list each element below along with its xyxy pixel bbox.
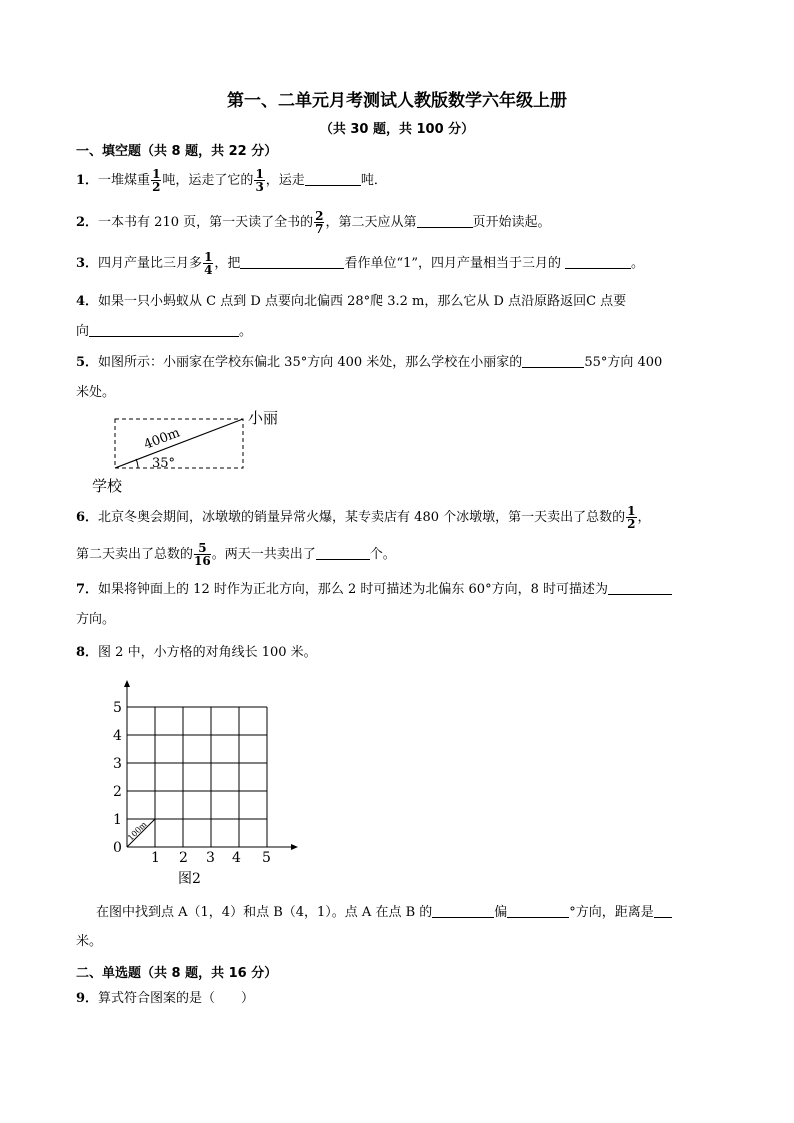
question-8 [76,643,317,663]
question-4-line2 [76,322,252,342]
answer-blank[interactable] [316,545,370,560]
label-xiaoli: 小丽 [248,409,279,427]
question-1 [76,168,387,193]
question-text: 吨，运走了它的 [162,173,254,188]
question-2 [76,210,551,235]
question-5 [76,353,662,373]
question-number: 1． [76,173,99,188]
answer-blank[interactable] [654,903,672,918]
label-distance: 400m [142,425,183,453]
question-text: 55°方向 400 [584,355,663,370]
question-text: 算式符合图案的是（ ） [98,991,255,1006]
x-tick-labels [151,850,271,866]
question-number: 7． [76,582,99,597]
fraction: $\frac{1}{2}$ [627,504,636,531]
y-tick-label: 4 [113,728,122,744]
y-tick-label: 0 [113,840,122,856]
question-number: 9． [76,991,99,1006]
answer-blank[interactable] [240,254,344,269]
question-text: °方向，距离是 [569,905,654,920]
fraction: $\frac{1}{4}$ [204,250,213,277]
page-subtitle: （共 30 题，共 100 分） [319,122,475,137]
question-8-subquestion-line2 [76,932,102,952]
question-text: 一堆煤重 [98,173,151,188]
question-6 [76,505,651,530]
section-heading-fill-in: 一、填空题（共 8 题，共 22 分） [76,144,278,159]
y-tick-label: 2 [113,784,122,800]
label-angle: 35° [152,456,176,471]
question-6-line2 [76,542,396,567]
question-4 [76,292,626,312]
label-school: 学校 [92,477,123,495]
question-text: 看作单位“1”，四月产量相当于三月的 [344,256,562,271]
answer-blank[interactable] [417,213,473,228]
x-tick-label: 4 [232,850,241,866]
question-text: 方向。 [76,612,116,627]
question-number: 2． [76,215,99,230]
angle-arc [136,459,138,468]
coordinate-grid-figure [105,675,305,890]
question-text: ，第二天应从第 [325,215,417,230]
x-tick-label: 2 [179,850,188,866]
section-heading-single-choice: 二、单选题（共 8 题，共 16 分） [76,966,278,981]
question-text: 北京冬奥会期间，冰墩墩的销量异常火爆，某专卖店有 480 个冰墩墩，第一天卖出了总数的 [98,510,626,525]
question-text: 。两天一共卖出了 [211,547,316,562]
question-text: 如图所示：小丽家在学校东偏北 35°方向 400 米处，那么学校在小丽家的 [98,355,523,370]
question-text: 。 [239,324,253,339]
question-text: 如果将钟面上的 12 时作为正北方向，那么 2 时可描述为北偏东 60°方向，8 时可描述为 [98,582,608,597]
fraction: $\frac{5}{16}$ [194,541,211,568]
answer-blank[interactable] [89,322,239,337]
question-text: 米。 [76,934,103,949]
answer-blank[interactable] [507,903,569,918]
y-tick-label: 5 [113,700,122,716]
question-text: 一本书有 210 页，第一天读了全书的 [98,215,314,230]
question-9 [76,989,254,1009]
answer-blank[interactable] [305,171,361,186]
direction-line [115,419,243,468]
question-5-line2 [76,383,115,403]
y-tick-label: 3 [113,756,122,772]
question-text: 。 [631,256,645,271]
answer-blank[interactable] [522,353,584,368]
question-7 [76,580,672,600]
page-title: 第一、二单元月考测试人教版数学六年级上册 [227,91,567,111]
question-8-subquestion [96,903,672,923]
question-text: ， [637,510,651,525]
question-7-line2 [76,610,115,630]
y-tick-label: 1 [113,812,122,828]
question-text: 页开始读起。 [472,215,551,230]
question-text: 四月产量比三月多 [98,256,203,271]
question-text: 如果一只小蚂蚁从 C 点到 D 点要向北偏西 28°爬 3.2 m，那么它从 D 点沿原路返回C 点要 [98,294,627,309]
figure-caption: 图2 [178,871,201,887]
diagonal-label: 100m [126,819,149,843]
question-number: 3． [76,256,99,271]
question-text: 第二天卖出了总数的 [76,547,194,562]
fraction: $\frac{2}{7}$ [315,209,324,236]
x-tick-label: 3 [206,850,215,866]
x-tick-label: 5 [262,850,271,866]
fraction: $\frac{1}{2}$ [152,167,161,194]
school-direction-figure [88,405,298,497]
question-text: 在图中找到点 A（1，4）和点 B（4，1）。点 A 在点 B 的 [96,905,433,920]
question-text: 偏 [494,905,508,920]
question-text: ，运走 [265,173,305,188]
x-tick-label: 1 [151,850,160,866]
question-text: 个。 [369,547,396,562]
question-number: 8． [76,645,99,660]
question-number: 6． [76,510,99,525]
question-text: 图 2 中，小方格的对角线长 100 米。 [98,645,317,660]
question-3 [76,251,644,276]
question-text: 米处。 [76,385,116,400]
y-tick-labels [113,700,122,856]
question-text: 吨． [360,173,387,188]
question-number: 5． [76,355,99,370]
fraction: $\frac{1}{3}$ [255,167,264,194]
answer-blank[interactable] [565,254,631,269]
answer-blank[interactable] [432,903,494,918]
answer-blank[interactable] [608,580,672,595]
question-text: ，把 [214,256,241,271]
question-number: 4． [76,294,99,309]
question-text: 向 [76,324,90,339]
